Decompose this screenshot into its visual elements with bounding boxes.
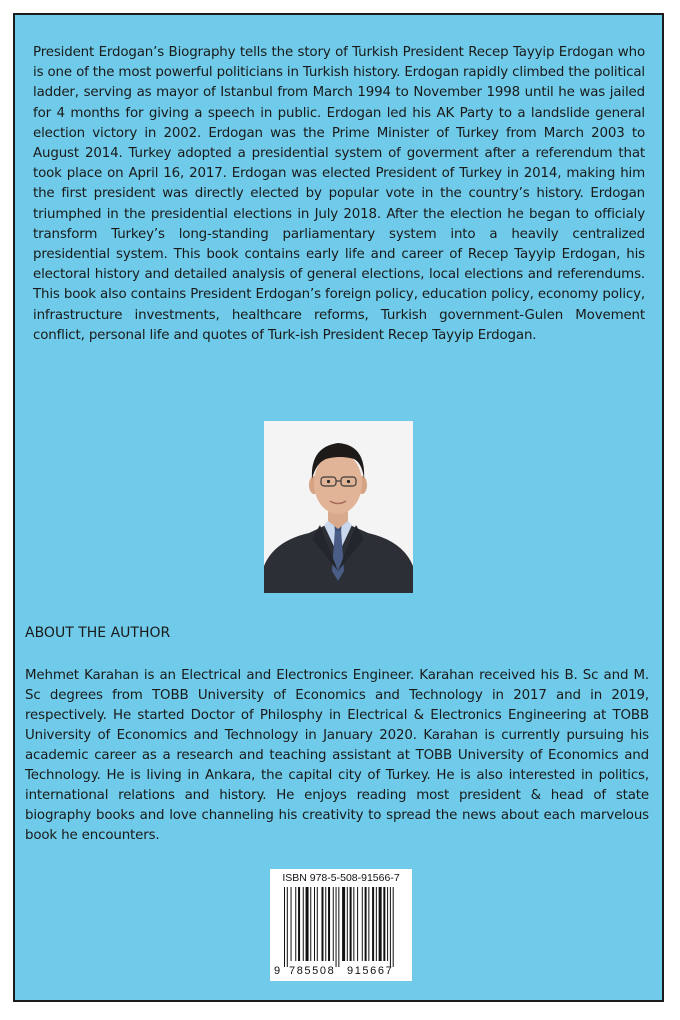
barcode-bar [383, 887, 385, 961]
barcode-bar [338, 887, 339, 967]
barcode-bar [336, 887, 337, 967]
barcode-bar [306, 887, 309, 961]
barcode-bar [393, 887, 394, 967]
barcode-bars [284, 887, 398, 967]
barcode-bar [353, 887, 354, 961]
barcode-bar [357, 887, 358, 961]
barcode-bar [347, 887, 348, 961]
barcode-bar [328, 887, 330, 961]
barcode-bar [322, 887, 324, 961]
about-author-heading: ABOUT THE AUTHOR [25, 625, 171, 641]
barcode-bar [287, 887, 288, 967]
barcode-bar [314, 887, 315, 961]
back-cover [13, 13, 664, 1002]
barcode-bar [362, 887, 363, 961]
isbn-barcode [270, 869, 412, 981]
barcode-bar [368, 887, 369, 961]
about-author-text: Mehmet Karahan is an Electrical and Electronics Engineer. Karahan received his B. Sc and M. Sc degrees from TOBB University of Economics and Technology in 2017 and in 2019, respectively. He started Doctor of Philosphy in Electrical & Electronics Engineering at TOBB University of Economics and Technology in January 2020. Karahan is currently pursuing his academic career as a research and teaching assistant at TOBB University of Economics and Technology. He is living in Ankara, the capital city of Turkey. He is also interested in politics, international relations and history. He enjoys reading most president & head of state biography books and love channeling his creativity to spread the news about each marvelous book he encounters. [25, 668, 649, 843]
barcode-bar [317, 887, 318, 961]
barcode-bar [376, 887, 377, 961]
barcode-bar [310, 887, 311, 961]
author-photo [264, 421, 413, 593]
barcode-bar [295, 887, 296, 961]
barcode-bar [291, 887, 292, 961]
barcode-bar [298, 887, 300, 961]
barcode-digit-group-right: 915667 [347, 965, 394, 977]
barcode-bar [284, 887, 285, 967]
barcode-bar [390, 887, 391, 967]
barcode-bar [350, 887, 352, 961]
barcode-bar [372, 887, 374, 961]
book-description: President Erdogan’s Biography tells the story of Turkish President Recep Tayyip Erdogan who is one of the most powerful politicians in Turkish history. Erdogan rapidly climbed the political ladder, serving as mayor of Istanbul from March 1994 to November 1998 until he was jailed for 4 months for giving a speech in public. Erdogan led his AK Party to a landslide general election victory in 2002. Erdogan was the Prime Minister of Turkey from March 2003 to August 2014. Turkey adopted a presidential system of goverment after a referendum that took place on April 16, 2017. Erdogan was elected President of Turkey in 2014, making him the first president was directly elected by popular vote in the country’s history. Erdogan triumphed in the presidential elections in July 2018. After the election he began to officialy transform Turkey’s long-standing parliamentary system into a heavily centralized presidential system. This book contains early life and career of Recep Tayyip Erdogan, his electoral history and detailed analysis of general elections, local elections and referendums. This book also contains President Erdogan’s foreign policy, education policy, economy policy, infrastructure investments, healthcare reforms, Turkish government-Gulen Movement conflict, personal life and quotes of Turk-ish President Recep Tayyip Erdogan. [33, 45, 645, 343]
barcode-bar [365, 887, 367, 961]
barcode-digit-lead: 9 [274, 965, 281, 977]
barcode-bar [333, 887, 334, 961]
isbn-label: ISBN 978-5-508-91566-7 [282, 872, 400, 884]
barcode-bar [379, 887, 382, 961]
barcode-digit-group-left: 785508 [289, 965, 336, 977]
barcode-bar [342, 887, 345, 961]
barcode-bar [325, 887, 326, 961]
barcode-bar [303, 887, 304, 961]
barcode-bar [387, 887, 388, 961]
